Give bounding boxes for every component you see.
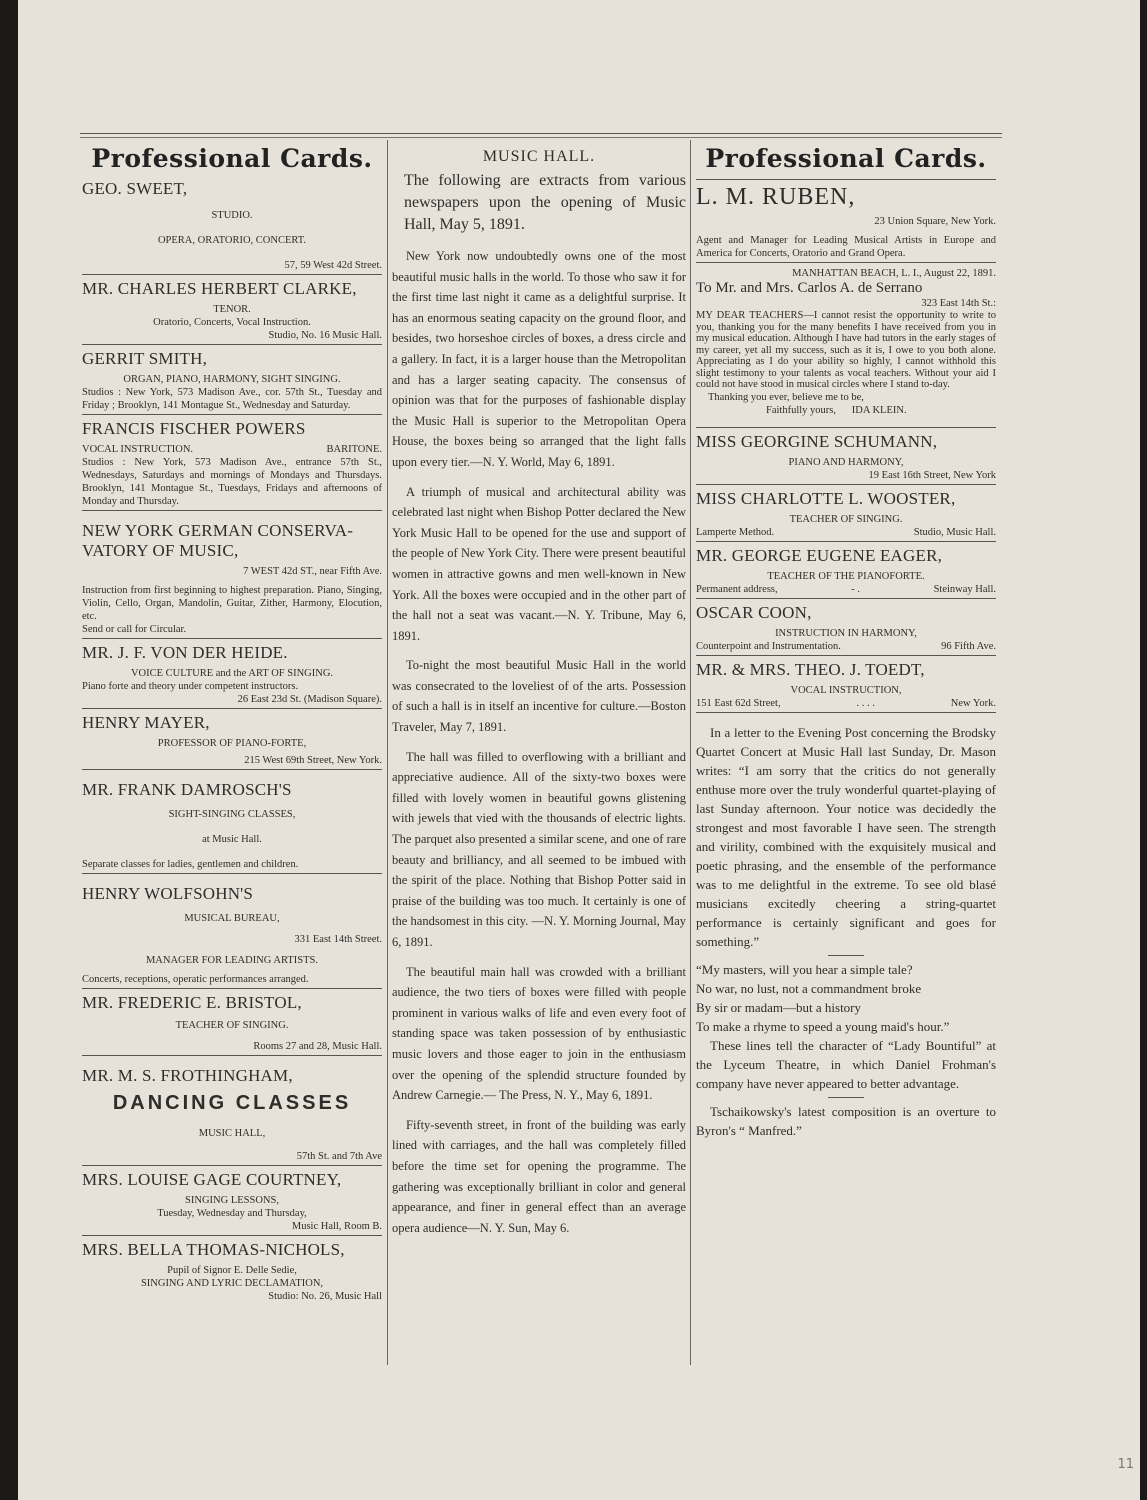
card-line-middle: . . . . bbox=[856, 697, 875, 709]
card-name: OSCAR COON, bbox=[696, 602, 812, 622]
poem-line: No war, no lust, not a commandment broke bbox=[696, 980, 922, 996]
card-line: at Music Hall. bbox=[202, 834, 262, 845]
top-rule-double bbox=[80, 137, 1002, 138]
card-line: PIANO AND HARMONY, bbox=[788, 456, 904, 468]
poem bbox=[696, 960, 996, 1036]
card-line bbox=[696, 526, 996, 539]
left-column bbox=[82, 140, 382, 1303]
card-name: HENRY WOLFSOHN'S bbox=[82, 884, 254, 903]
left-header: Professional Cards. bbox=[91, 144, 373, 173]
column-divider-right bbox=[690, 140, 691, 1365]
card-line: Tuesday, Wednesday and Thursday, bbox=[157, 1208, 307, 1219]
card-wooster bbox=[696, 489, 996, 539]
card-address: 57th St. and 7th Ave bbox=[296, 1151, 382, 1162]
divider bbox=[82, 638, 382, 639]
card-line: Oratorio, Concerts, Vocal Instruction. bbox=[153, 317, 311, 328]
card-line: MUSIC HALL, bbox=[198, 1128, 266, 1139]
card-line: Separate classes for ladies, gentlemen and children. bbox=[82, 859, 299, 870]
card-address: 331 East 14th Street. bbox=[294, 934, 382, 945]
card-line: Studios : New York, 573 Madison Ave., cor. 57th St., Tuesday and Friday ; Brooklyn, 141 Montague St., Wednesday and Saturday. bbox=[82, 387, 382, 411]
card-address: 19 East 16th Street, New York bbox=[868, 469, 996, 481]
card-line: TENOR. bbox=[213, 304, 251, 315]
card-line-right: Steinway Hall. bbox=[933, 583, 996, 595]
card-line: Pupil of Signor E. Delle Sedie, bbox=[167, 1265, 297, 1276]
card-line: Send or call for Circular. bbox=[82, 624, 187, 635]
card-display-line: DANCING CLASSES bbox=[112, 1092, 352, 1114]
card-bristol bbox=[82, 993, 382, 1053]
dash-divider bbox=[828, 955, 864, 956]
divider bbox=[82, 1165, 382, 1166]
divider bbox=[82, 769, 382, 770]
card-name: L. M. RUBEN, bbox=[696, 184, 856, 210]
card-line: Instruction from first beginning to highest preparation. Piano, Singing, Violin, Cello, Organ, Mandolin, Guitar, Zither, Harmony, Elocution, etc. bbox=[82, 585, 382, 622]
card-name: MISS GEORGINE SCHUMANN, bbox=[696, 431, 938, 451]
card-line: TEACHER OF SINGING. bbox=[175, 1020, 289, 1031]
article-title: MUSIC HALL. bbox=[482, 148, 596, 165]
card-line-left: Lamperte Method. bbox=[696, 526, 775, 538]
divider bbox=[82, 274, 382, 275]
tschaikowsky-note: Tschaikowsky's latest composition is an overture to Byron's “ Manfred.” bbox=[696, 1103, 996, 1138]
card-line: Concerts, receptions, operatic performances arranged. bbox=[82, 974, 309, 985]
letter-address: 323 East 14th St.: bbox=[921, 298, 996, 309]
card-line: TEACHER OF THE PIANOFORTE. bbox=[767, 570, 925, 582]
divider bbox=[82, 708, 382, 709]
article-paragraph: A triumph of musical and architectural ability was celebrated last night when Bishop Potter declared the New York Music Hall to be opened for the use and support of the people of New York City. There were present beautiful women in attractive gowns and men well-known in New York. All the boxes were occupied and in the other part of the hall not a seat was vacant.—N. Y. Tribune, May 6, 1891. bbox=[392, 484, 686, 643]
card-address: Music Hall, Room B. bbox=[291, 1221, 382, 1232]
divider bbox=[82, 1235, 382, 1236]
card-line-left: Counterpoint and Instrumentation. bbox=[696, 640, 841, 652]
letter-sign-off: Faithfully yours, bbox=[766, 404, 836, 416]
pencil-page-number: 11 bbox=[1117, 1457, 1134, 1472]
testimonial-letter bbox=[696, 267, 996, 417]
card-coon bbox=[696, 603, 996, 653]
divider bbox=[82, 510, 382, 511]
divider bbox=[696, 541, 996, 542]
card-name: MR. CHARLES HERBERT CLARKE, bbox=[82, 279, 357, 298]
card-line bbox=[696, 640, 996, 653]
top-rule bbox=[80, 133, 1002, 134]
card-name: HENRY MAYER, bbox=[82, 713, 210, 732]
card-name: MR. & MRS. THEO. J. TOEDT, bbox=[696, 659, 925, 679]
middle-column bbox=[392, 140, 686, 1247]
card-line-right: Studio, Music Hall. bbox=[913, 526, 996, 538]
card-line: TEACHER OF SINGING. bbox=[789, 513, 903, 525]
right-header: Professional Cards. bbox=[705, 144, 987, 173]
card-conservatory bbox=[82, 521, 382, 636]
card-line: SINGING AND LYRIC DECLAMATION, bbox=[140, 1278, 324, 1289]
card-clarke bbox=[82, 279, 382, 342]
card-line bbox=[696, 583, 996, 596]
card-line: VOCAL INSTRUCTION, bbox=[790, 684, 902, 696]
divider bbox=[82, 873, 382, 874]
divider bbox=[696, 484, 996, 485]
divider bbox=[82, 344, 382, 345]
letter-recipient: To Mr. and Mrs. Carlos A. de Serrano bbox=[696, 280, 923, 296]
right-column bbox=[696, 140, 996, 1140]
divider bbox=[82, 414, 382, 415]
card-line: VOICE CULTURE and the ART OF SINGING. bbox=[130, 668, 334, 679]
card-address: Studio: No. 26, Music Hall bbox=[268, 1291, 382, 1302]
card-line-right: New York. bbox=[950, 697, 996, 709]
card-line bbox=[696, 697, 996, 710]
card-address: 23 Union Square, New York. bbox=[874, 216, 996, 227]
card-line: Studios : New York, 573 Madison Ave., entrance 57th St., Wednesdays, Saturdays and mornings of Mondays and Thursdays. Brooklyn, 141 Montague St., Tuesdays, Fridays and afternoons of Monday and Thursday. bbox=[82, 457, 382, 507]
card-line: Piano forte and theory under competent instructors. bbox=[82, 681, 299, 692]
page-paper bbox=[18, 0, 1140, 1500]
card-address: 7 WEST 42d ST., near Fifth Ave. bbox=[243, 566, 382, 577]
card-heide bbox=[82, 643, 382, 706]
card-line: STUDIO. bbox=[211, 210, 253, 221]
card-name: MR. J. F. VON DER HEIDE. bbox=[82, 643, 288, 662]
card-nichols bbox=[82, 1240, 382, 1303]
divider bbox=[82, 988, 382, 989]
mason-letter: In a letter to the Evening Post concerning the Brodsky Quartet Concert at Music Hall last Sunday, Dr. Mason writes: “I am sorry that the critics do not generally enthuse more over the truly wonderful quartet-playing of last Sunday afternoon. Your notice was decidedly the strongest and most favorable I have seen. The strength and virility, combined with the exquisitely musical and poetic phrasing, and the ensemble of the performance was to me delightful in the extreme. To see old blasé musicians excitedly cheering a string-quartet performance is certainly significant and goes for something.” bbox=[696, 724, 996, 949]
article-paragraph: The beautiful main hall was crowded with a brilliant audience, the two tiers of boxes were filled with people prominent in various walks of life and even every foot of standing space was taken possession of by enthusiastic music lovers and those eager to join in the enthusiasm over the opening of the splendid structure founded by Andrew Carnegie.— The Press, N. Y., May 6, 1891. bbox=[392, 964, 686, 1103]
dash-divider bbox=[828, 1097, 864, 1098]
card-courtney bbox=[82, 1170, 382, 1233]
card-line: Agent and Manager for Leading Musical Artists in Europe and America for Concerts, Oratorio and Grand Opera. bbox=[696, 235, 996, 259]
card-line-left: VOCAL INSTRUCTION. bbox=[82, 444, 194, 455]
card-mayer bbox=[82, 713, 382, 767]
card-name: GERRIT SMITH, bbox=[82, 349, 208, 368]
divider bbox=[696, 598, 996, 599]
divider bbox=[696, 712, 996, 713]
card-line: PROFESSOR OF PIANO-FORTE, bbox=[157, 738, 307, 749]
card-address: 57, 59 West 42d Street. bbox=[284, 260, 382, 271]
divider bbox=[696, 262, 996, 263]
letter-signature: IDA KLEIN. bbox=[851, 404, 907, 416]
divider bbox=[696, 655, 996, 656]
card-name: MR. GEORGE EUGENE EAGER, bbox=[696, 545, 943, 565]
divider bbox=[82, 1055, 382, 1056]
poem-line: To make a rhyme to speed a young maid's hour.” bbox=[696, 1018, 950, 1034]
card-line: INSTRUCTION IN HARMONY, bbox=[775, 627, 917, 639]
card-eager bbox=[696, 546, 996, 596]
card-powers bbox=[82, 419, 382, 508]
letter-body: MY DEAR TEACHERS—I cannot resist the opportunity to write to you, thanking you for the many benefits I have received from you in my musical education. Although I have had tutors in the early stages of my career, yet all my success, such as it is, I owe to you both alone. Appreciating as I do your ability so highly, I cannot withhold this slight testimony to your talents as vocal teachers. Without your aid I could not have stood in musical circles where I stand to-day. bbox=[696, 310, 996, 390]
letter-date: MANHATTAN BEACH, L. I., August 22, 1891. bbox=[792, 268, 996, 279]
card-ruben bbox=[696, 184, 996, 260]
card-name: MRS. BELLA THOMAS-NICHOLS, bbox=[82, 1240, 345, 1259]
card-sweet bbox=[82, 179, 382, 272]
card-name: GEO. SWEET, bbox=[82, 179, 188, 198]
card-line: MUSICAL BUREAU, bbox=[184, 913, 280, 924]
lyceum-note: These lines tell the character of “Lady Bountiful” at the Lyceum Theatre, in which Daniel Frohman's company have never appeared to better advantage. bbox=[696, 1037, 996, 1091]
card-address: Studio, No. 16 Music Hall. bbox=[268, 330, 382, 341]
card-line-left: Permanent address, bbox=[696, 583, 778, 595]
card-line: MANAGER FOR LEADING ARTISTS. bbox=[145, 955, 319, 966]
card-line: ORGAN, PIANO, HARMONY, SIGHT SINGING. bbox=[123, 374, 341, 385]
card-line: SIGHT-SINGING CLASSES, bbox=[168, 809, 296, 820]
card-schumann bbox=[696, 432, 996, 482]
card-address: 215 West 69th Street, New York. bbox=[244, 755, 382, 766]
card-line-middle: - . bbox=[851, 583, 860, 595]
card-line bbox=[82, 443, 382, 456]
divider bbox=[696, 427, 996, 428]
card-wolfsohn bbox=[82, 884, 382, 986]
card-frothingham bbox=[82, 1066, 382, 1163]
card-name: NEW YORK GERMAN CONSERVA- VATORY OF MUSIC, bbox=[82, 521, 354, 560]
card-name: MR. FRANK DAMROSCH'S bbox=[82, 780, 292, 799]
card-line: OPERA, ORATORIO, CONCERT. bbox=[157, 235, 307, 246]
card-toedt bbox=[696, 660, 996, 710]
card-name: FRANCIS FISCHER POWERS bbox=[82, 419, 306, 438]
divider bbox=[696, 179, 996, 180]
article-paragraph: New York now undoubtedly owns one of the most beautiful music halls in the world. To those who saw it for the first time last night it came as a delightful surprise. It has an enormous seating capacity on the ground floor, and besides, two horseshoe circles of boxes, a dress circle and a gallery. In fact, it is a larger house than the Metropolitan and has a larger seating capacity. The consensus of opinion was that for the purposes of fashionable display the Music Hall is superior to the Metropolitan Opera House, the boxes being so arranged that the light falls upon every tier.—N. Y. World, May 6, 1891. bbox=[392, 249, 686, 469]
card-name: MR. M. S. FROTHINGHAM, bbox=[82, 1066, 293, 1085]
card-line: SINGING LESSONS, bbox=[185, 1195, 279, 1206]
column-divider-left bbox=[387, 140, 388, 1365]
poem-line: By sir or madam—but a history bbox=[696, 999, 862, 1015]
card-name: MRS. LOUISE GAGE COURTNEY, bbox=[82, 1170, 342, 1189]
poem-line: “My masters, will you hear a simple tale? bbox=[696, 961, 913, 977]
card-smith bbox=[82, 349, 382, 412]
article-paragraph: Fifty-seventh street, in front of the building was early lined with carriages, and the hall was completely filled before the time set for opening the programme. The gathering was exceptionally brilliant in color and general appearance, and finer in general effect than an average opera audience—N. Y. Sun, May 6. bbox=[392, 1117, 686, 1235]
card-address: Rooms 27 and 28, Music Hall. bbox=[253, 1041, 382, 1052]
card-line-right: BARITONE. bbox=[326, 444, 382, 455]
card-line-right: 96 Fifth Ave. bbox=[941, 640, 996, 652]
card-name: MISS CHARLOTTE L. WOOSTER, bbox=[696, 488, 956, 508]
article-paragraph: To-night the most beautiful Music Hall in the world was consecrated to the loveliest of of the arts. Possession of such a hall is in itself an incentive for culture.—Boston Traveler, May 7, 1891. bbox=[392, 658, 686, 735]
card-address: 26 East 23d St. (Madison Square). bbox=[237, 694, 382, 705]
article-paragraph: The hall was filled to overflowing with a brilliant and appreciative audience. All of the sixty-two boxes were filled with lovely women in beautiful gowns glistening with jewels that vied with the thousands of electric lights. The parquet also presented a similar scene, and one of rare beauty and brilliancy, and all seemed to be imbued with the spirit of the place. Nothing that Bishop Potter said in praise of the building was too much. It certainly is one of the handsomest in this city. —N. Y. Morning Journal, May 6, 1891. bbox=[392, 749, 686, 949]
article-intro: The following are extracts from various newspapers upon the opening of Music Hall, May 5, 1891. bbox=[404, 172, 686, 233]
card-line-left: 151 East 62d Street, bbox=[696, 697, 781, 709]
letter-close: Thanking you ever, believe me to be, bbox=[708, 391, 864, 403]
card-damrosch bbox=[82, 780, 382, 871]
card-name: MR. FREDERIC E. BRISTOL, bbox=[82, 993, 302, 1012]
